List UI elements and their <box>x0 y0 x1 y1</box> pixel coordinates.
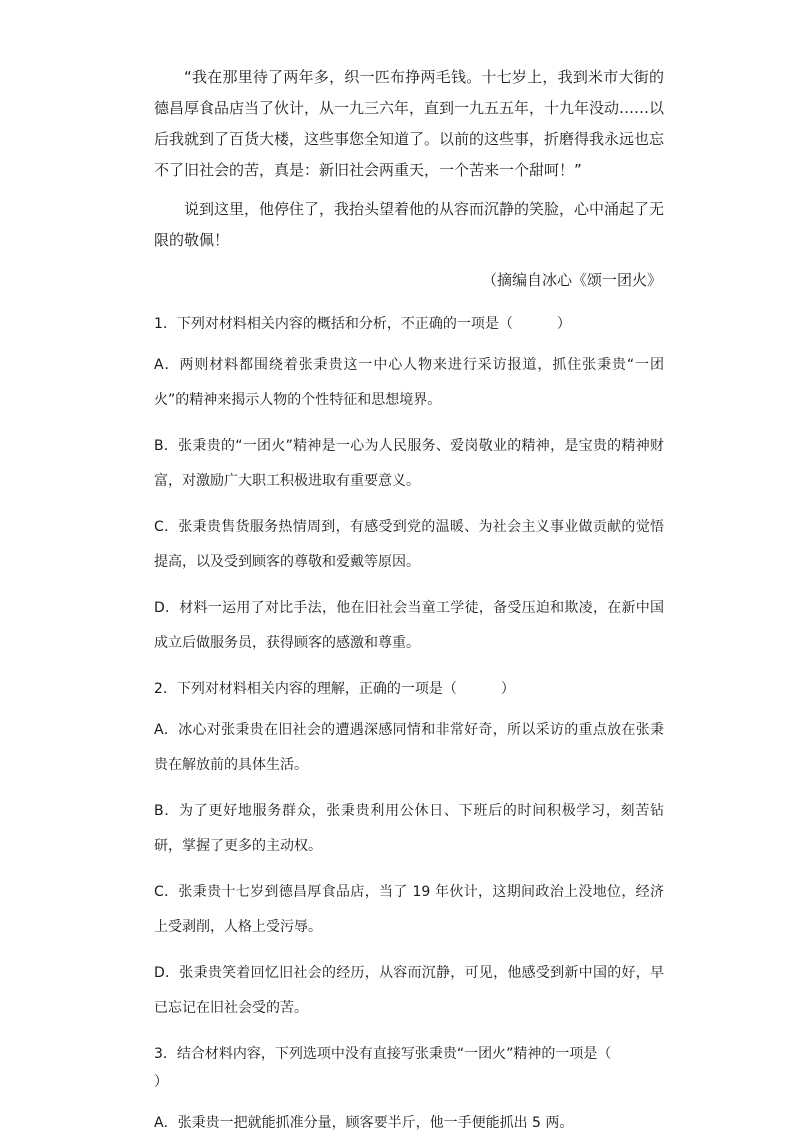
question-stem-text: 3．结合材料内容，下列选项中没有直接写张秉贵“一团火”精神的一项是（ <box>154 1046 612 1062</box>
question-stem <box>154 675 664 703</box>
option-d: D．材料一运用了对比手法，他在旧社会当童工学徒，备受压迫和欺凌，在新中国成立后做服务员，获得顾客的感激和尊重。 <box>154 600 664 651</box>
option-item <box>154 875 664 945</box>
option-c: C．张秉贵售货服务热情周到，有感受到党的温暖、为社会主义事业做贡献的觉悟提高，以及受到顾客的尊敬和爱戴等原因。 <box>154 519 664 570</box>
option-d: D．张秉贵笑着回忆旧社会的经历，从容而沉静，可见，他感受到新中国的好，早已忘记在旧社会受的苦。 <box>154 965 664 1016</box>
option-item <box>154 348 664 418</box>
option-b: B．为了更好地服务群众，张秉贵利用公休日、下班后的时间积极学习，刻苦钻研，掌握了更多的主动权。 <box>154 803 664 854</box>
question-stem <box>154 310 664 338</box>
question-3 <box>154 1040 664 1141</box>
question-stem-text: 1．下列对材料相关内容的概括和分析，不正确的一项是（ <box>154 316 513 332</box>
question-stem <box>154 1040 664 1096</box>
question-stem-close: ） <box>556 316 571 332</box>
option-item <box>154 713 664 783</box>
passage-source: （摘编自冰心《颂一团火》 <box>481 271 662 289</box>
option-item <box>154 429 664 499</box>
question-stem-close: ） <box>500 681 515 697</box>
question-stem-text: 2．下列对材料相关内容的理解，正确的一项是（ <box>154 681 457 697</box>
option-c: C．张秉贵十七岁到德昌厚食品店，当了 19 年伙计，这期间政治上没地位，经济上受剥削，人格上受污辱。 <box>154 884 664 935</box>
option-item <box>154 510 664 580</box>
question-2 <box>154 675 664 1026</box>
question-stem-close: ） <box>154 1074 168 1090</box>
option-a: A．两则材料都围绕着张秉贵这一中心人物来进行采访报道，抓住张秉贵“一团火”的精神来揭示人物的个性特征和思想境界。 <box>154 357 664 408</box>
option-b: B．张秉贵的“一团火”精神是一心为人民服务、爱岗敬业的精神，是宝贵的精神财富，对激励广大职工积极进取有重要意义。 <box>154 438 664 489</box>
option-item <box>154 1106 664 1141</box>
passage-paragraph: “我在那里待了两年多，织一匹布挣两毛钱。十七岁上，我到米市大街的德昌厚食品店当了伙计，从一九三六年，直到一九五五年，十九年没动……以后我就到了百货大楼，这些事您全知道了。以前的这些事，折磨得我永远也忘不了旧社会的苦，真是：新旧社会两重天，一个苦来一个甜呵！” <box>154 68 665 179</box>
option-item <box>154 591 664 661</box>
option-a: A．冰心对张秉贵在旧社会的遭遇深感同情和非常好奇，所以采访的重点放在张秉贵在解放前的具体生活。 <box>154 722 664 773</box>
passage-paragraph: 说到这里，他停住了，我抬头望着他的从容而沉静的笑脸，心中涌起了无限的敬佩！ <box>154 200 665 249</box>
exam-page <box>154 62 664 1141</box>
option-item <box>154 794 664 864</box>
question-1 <box>154 310 664 661</box>
option-a: A．张秉贵一把就能抓准分量，顾客要半斤，他一手便能抓出 5 两。 <box>154 1115 574 1131</box>
reading-passage <box>154 62 664 296</box>
option-item <box>154 956 664 1026</box>
